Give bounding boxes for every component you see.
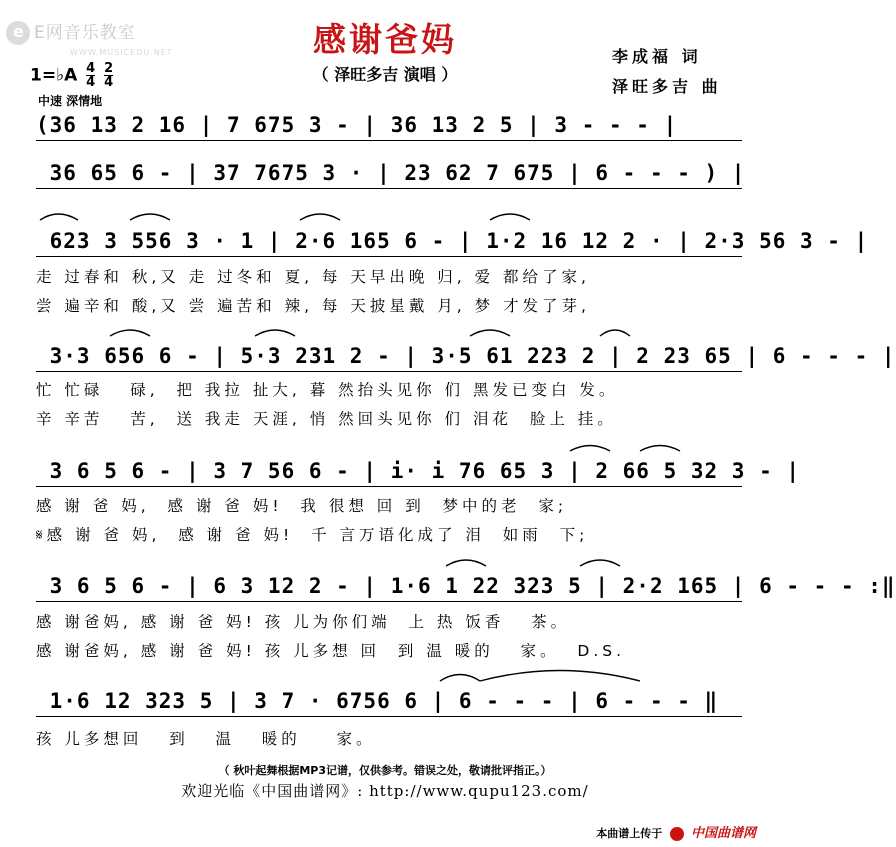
lyric-line-5b: 𝄋感 谢 爸 妈, 感 谢 爸 妈! 千 言万语化成了 泪 如雨 下; (36, 526, 589, 544)
singer-credit: （ 泽旺多吉 演唱 ） (312, 65, 458, 84)
qupu-logo-icon (670, 827, 684, 841)
upload-label: 本曲谱上传于 (596, 827, 663, 840)
watermark-site-text: E网音乐教室 (34, 23, 136, 43)
score-system-3: 623 3 556 3 · 1 | 2·6 165 6 - | 1·2 16 12 2 · | 2·3 56 3 - | (36, 229, 869, 253)
lyric-line-4b: 辛 辛苦 苦, 送 我走 天涯, 悄 然回头见你 们 泪花 脸上 挂。 (36, 410, 617, 428)
lyric-line-6b: 感 谢爸妈, 感 谢 爸 妈! 孩 儿多想 回 到 温 暖的 家。 D.S. (36, 642, 626, 660)
score-title: 感谢爸妈 (313, 20, 457, 59)
lyric-line-3a: 走 过春和 秋,又 走 过冬和 夏, 每 天早出晚 归, 爱 都给了家, (36, 268, 590, 286)
time-signature-1: $\frac{4}{4}$ (86, 61, 96, 90)
lyric-line-6a: 感 谢爸妈, 感 谢 爸 妈! 孩 儿为你们端 上 热 饭香 茶。 (36, 613, 571, 631)
time-signature-2: $\frac{2}{4}$ (104, 61, 114, 90)
transcription-note: （ 秋叶起舞根据MP3记谱，仅供参考。错误之处，敬请批评指正。） (218, 764, 552, 777)
lyric-line-7a: 孩 儿多想回 到 温 暖的 家。 (36, 730, 376, 748)
site-welcome: 欢迎光临《中国曲谱网》: http://www.qupu123.com/ (181, 782, 589, 800)
lyric-line-3b: 尝 遍辛和 酸,又 尝 遍苦和 辣, 每 天披星戴 月, 梦 才发了芽, (36, 297, 590, 315)
score-system-7: 1·6 12 323 5 | 3 7 · 6756 6 | 6 - - - | 6 - - - ‖ (36, 689, 719, 713)
score-system-1: (36 13 2 16 | 7 675 3 - | 36 13 2 5 | 3 - - - | (36, 113, 678, 137)
key-label: 1=♭A (30, 65, 78, 86)
upload-credit (596, 822, 756, 841)
score-system-4: 3·3 656 6 - | 5·3 231 2 - | 3·5 61 223 2 | 2 23 65 | 6 - - - | (36, 344, 896, 368)
lyric-line-4a: 忙 忙碌 碌, 把 我拉 扯大, 暮 然抬头见你 们 黑发已变白 发。 (36, 381, 619, 399)
score-system-5: 3 6 5 6 - | 3 7 56 6 - | i· i 76 65 3 | 2 66 5 32 3 - | (36, 459, 801, 483)
score-system-2: 36 65 6 - | 37 7675 3 · | 23 62 7 675 | 6 - - - ) | (36, 161, 746, 185)
lyricist-credit: 李成福 词 (612, 47, 702, 66)
tempo-marking: 中速 深情地 (38, 94, 103, 108)
score-system-6: 3 6 5 6 - | 6 3 12 2 - | 1·6 1 22 323 5 | 2·2 165 | 6 - - - :‖ (36, 574, 896, 598)
watermark-url: WWW.MUSICEDU.NET (70, 48, 173, 57)
composer-credit: 泽旺多吉 曲 (612, 77, 722, 96)
qupu-logo-text[interactable]: 中国曲谱网 (690, 826, 756, 841)
lyric-line-5a: 感 谢 爸 妈, 感 谢 爸 妈! 我 很想 回 到 梦中的老 家; (36, 497, 568, 515)
